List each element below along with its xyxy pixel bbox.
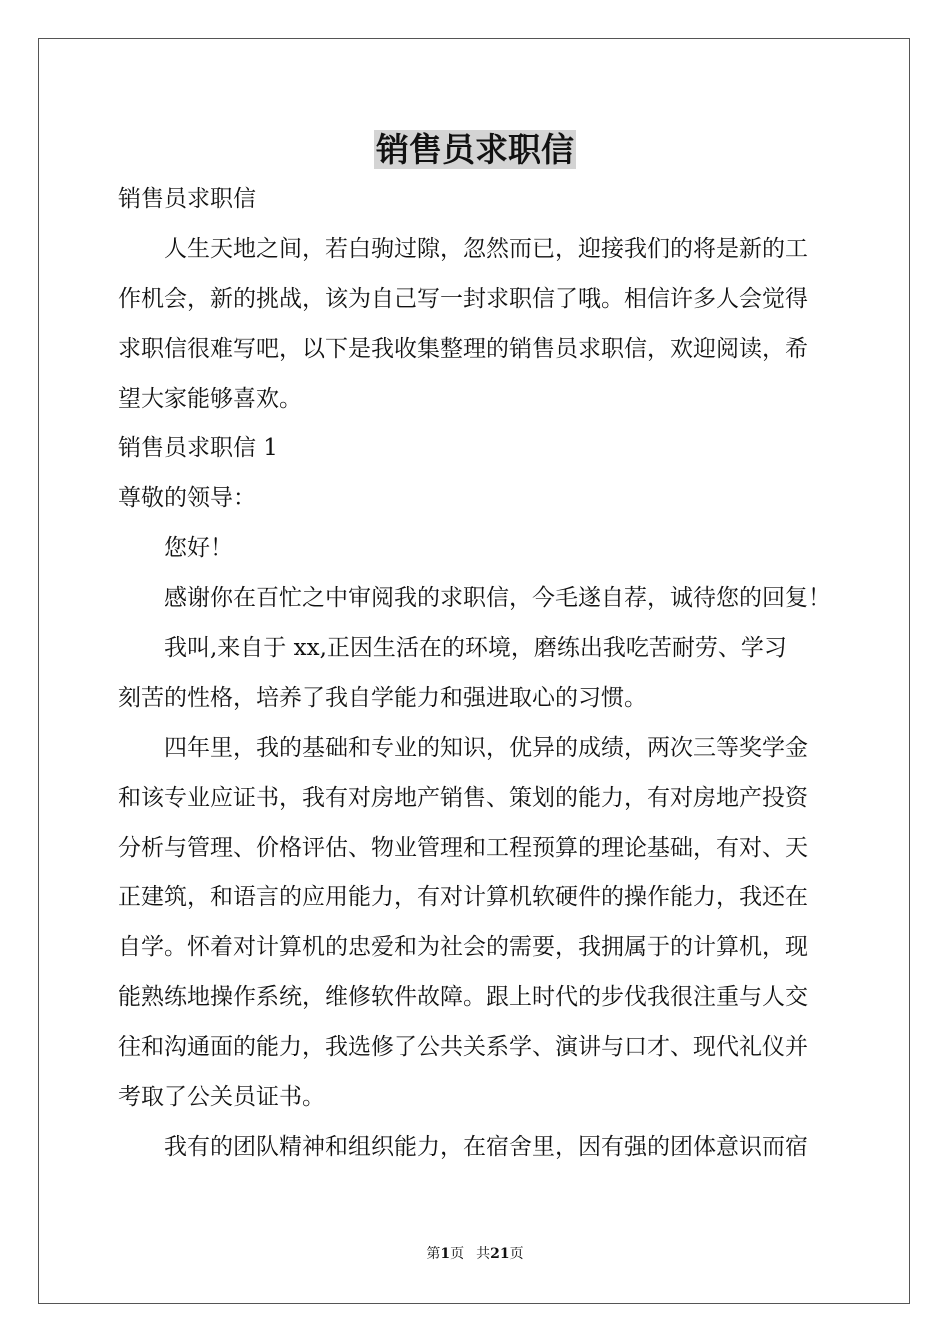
- paragraph-line: 分析与管理、价格评估、物业管理和工程预算的理论基础，有对、天: [118, 835, 808, 861]
- paragraph-line: 求职信很难写吧，以下是我收集整理的销售员求职信，欢迎阅读，希: [118, 336, 808, 362]
- page-number: 1: [440, 1246, 451, 1262]
- total-suffix: 页: [509, 1246, 524, 1262]
- paragraph-line: 人生天地之间，若白驹过隙，忽然而已，迎接我们的将是新的工: [164, 236, 808, 262]
- total-pages: 21: [490, 1246, 510, 1262]
- paragraph-line: 自学。怀着对计算机的忠爱和为社会的需要，我拥属于的计算机，现: [118, 934, 808, 960]
- total-prefix: 共: [476, 1246, 491, 1262]
- paragraph-line: 四年里，我的基础和专业的知识，优异的成绩，两次三等奖学金: [164, 735, 808, 761]
- document-title-text: 销售员求职信: [376, 130, 574, 169]
- salutation-line: 尊敬的领导：: [118, 485, 256, 511]
- paragraph-line: 正建筑，和语言的应用能力，有对计算机软硬件的操作能力，我还在: [118, 884, 808, 910]
- page-suffix: 页: [450, 1246, 465, 1262]
- paragraph-line: 考取了公关员证书。: [118, 1084, 325, 1110]
- subtitle-line: 销售员求职信: [118, 186, 256, 212]
- paragraph-line: 感谢你在百忙之中审阅我的求职信，今毛遂自荐，诚待您的回复！: [164, 585, 831, 611]
- paragraph-line: 我有的团队精神和组织能力，在宿舍里，因有强的团体意识而宿: [164, 1134, 808, 1160]
- paragraph-line: 刻苦的性格，培养了我自学能力和强进取心的习惯。: [118, 685, 647, 711]
- paragraph-line: 和该专业应证书，我有对房地产销售、策划的能力，有对房地产投资: [118, 785, 808, 811]
- greeting-line: 您好！: [164, 535, 233, 561]
- paragraph-line: 我叫,来自于 xx,正因生活在的环境，磨练出我吃苦耐劳、学习: [164, 635, 787, 661]
- page-footer: [0, 1244, 950, 1264]
- paragraph-line: 作机会，新的挑战，该为自己写一封求职信了哦。相信许多人会觉得: [118, 286, 808, 312]
- page-prefix: 第: [426, 1246, 441, 1262]
- paragraph-line: 往和沟通面的能力，我选修了公共关系学、演讲与口才、现代礼仪并: [118, 1034, 808, 1060]
- paragraph-line: 能熟练地操作系统，维修软件故障。跟上时代的步伐我很注重与人交: [118, 984, 808, 1010]
- section-heading: 销售员求职信 1: [118, 435, 278, 461]
- paragraph-line: 望大家能够喜欢。: [118, 386, 302, 412]
- page-border: [38, 38, 910, 1304]
- document-title: [0, 120, 950, 180]
